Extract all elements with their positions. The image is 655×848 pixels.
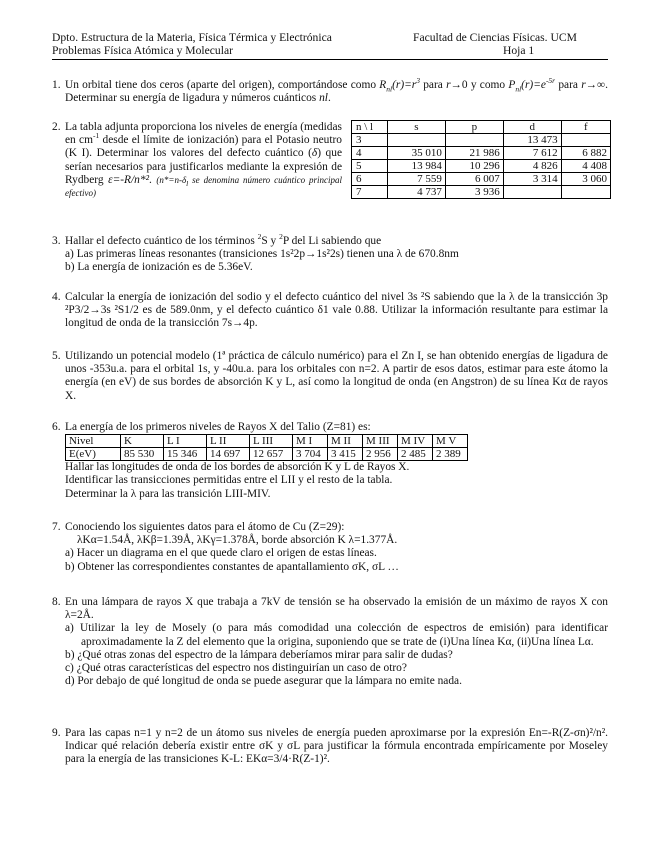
table-cell: 21 986 xyxy=(445,147,503,160)
table-cell xyxy=(561,186,610,199)
table-header-cell: M I xyxy=(293,435,328,448)
question-subtext xyxy=(65,461,608,501)
question-text: Utilizando un potencial modelo (1ª práctica de cálculo numérico) para el Zn I, se han obtenido energías de ligadura de unos -353u.a. para el orbital 1s, y -40u.a. para los orbitales con n=2. A partir de esos datos, estimar para este átomo la energía (en eV) de sus bordes de absorción K y L, así como la longitud de onda (en Angstron) de su línea Kα de rayos X. xyxy=(65,350,608,402)
table-header-cell: M V xyxy=(433,435,468,448)
subitem-a: a) Utilizar la ley de Mosely (o para más comodidad una colección de espectros de emisión) para identificar aproximadamente la Z del elemento que la origina, suponiendo que se trate de (i)Una línea Kα, (ii)Una línea Lα. xyxy=(65,622,608,648)
table-cell xyxy=(388,134,446,147)
table-header-cell: L III xyxy=(250,435,293,448)
table-cell: 3 415 xyxy=(328,448,363,461)
subitem-a: a) Hacer un diagrama en el que quede claro el origen de estas líneas. xyxy=(65,547,377,560)
subitem-a: a) Las primeras líneas resonantes (transiciones 1s²2p→1s²2s) tienen una λ de 670.8nm xyxy=(65,248,459,261)
table-cell: 3 314 xyxy=(503,173,561,186)
table-row xyxy=(352,186,611,199)
table-cell: 10 296 xyxy=(445,160,503,173)
table-header-row xyxy=(352,121,611,134)
subitem-c: c) ¿Qué otras características del espectro nos distinguirían un caso de otro? xyxy=(65,662,407,675)
table-cell: 13 473 xyxy=(503,134,561,147)
table-cell: 6 007 xyxy=(445,173,503,186)
table-cell: 3 xyxy=(352,134,388,147)
table-cell: 6 xyxy=(352,173,388,186)
table-header-cell: f xyxy=(561,121,610,134)
subitem-b: b) ¿Qué otras zonas del espectro de la lámpara deberíamos mirar para salir de dudas? xyxy=(65,648,453,661)
table-cell: 4 826 xyxy=(503,160,561,173)
question-4 xyxy=(52,291,608,331)
question-number: 8. xyxy=(52,596,61,608)
table-row xyxy=(352,160,611,173)
table-cell: 3 060 xyxy=(561,173,610,186)
table-cell: 4 408 xyxy=(561,160,610,173)
table-header-row xyxy=(66,435,468,448)
table-row xyxy=(352,173,611,186)
table-cell: E(eV) xyxy=(66,448,121,461)
question-number: 2. xyxy=(52,121,61,133)
question-7 xyxy=(52,521,608,574)
header-left xyxy=(52,31,332,57)
question-5 xyxy=(52,350,608,403)
table-cell: 13 984 xyxy=(388,160,446,173)
table-header-cell: L II xyxy=(207,435,250,448)
table-header-cell: M II xyxy=(328,435,363,448)
question-number: 6. xyxy=(52,421,61,433)
question-text: Conociendo los siguientes datos para el átomo de Cu (Z=29): λKα=1.54Å, λKβ=1.39Å, λKγ=1.378Å, borde absorción K λ=1.377Å. a) Hacer un diagrama en el que quede claro el origen de estas líneas. b) Obtener las correspondientes constantes de apantallamiento σK, σL … xyxy=(65,521,608,574)
thallium-xray-table xyxy=(65,434,468,461)
table-cell: 2 485 xyxy=(398,448,433,461)
question-text: Para las capas n=1 y n=2 de un átomo sus niveles de energía pueden aproximarse por la expresión En=-R(Z-σn)²/n². Indicar qué relación debería existir entre σK y σL para justificar la fórmula encontrada empíricamente por Moseley para la energía de las transiciones K-L: EKα=3/4·R(Z-1)². xyxy=(65,727,608,766)
subitem-d: d) Por debajo de qué longitud de onda se puede asegurar que la lámpara no emite nada. xyxy=(65,675,462,688)
table-cell: 3 704 xyxy=(293,448,328,461)
table-row xyxy=(352,134,611,147)
question-number: 4. xyxy=(52,291,61,303)
table-cell xyxy=(445,134,503,147)
question-number: 3. xyxy=(52,235,61,247)
line-2: Identificar las transicciones permitidas entre el LII y el resto de la tabla. xyxy=(65,474,393,487)
table-header-cell: n \ l xyxy=(352,121,388,134)
table-cell: 6 882 xyxy=(561,147,610,160)
copper-data: λKα=1.54Å, λKβ=1.39Å, λKγ=1.378Å, borde absorción K λ=1.377Å. xyxy=(77,534,398,547)
question-1 xyxy=(52,76,609,105)
note: ($n*=n-\delta_l$ se denomina número cuántico principal efectivo) xyxy=(65,174,342,199)
question-text: Hallar el defecto cuántico de los términos $^2$S y $^2$P del Li sabiendo que a) Las primeras líneas resonantes (transiciones 1s²2p→1s²2s) tienen una λ de 670.8nm b) La energía de ionización es de 5.36eV. xyxy=(65,235,608,275)
question-text: Calcular la energía de ionización del sodio y el defecto cuántico del nivel 3s ²S sabiendo que la λ de la transicción 3p ²P3/2→3s ²S1/2 es de 589.0nm, y el defecto cuántico δ1 vale 0.88. Utilizar la información resultante para estimar la longitud de onda de la transicción 7s→4p. xyxy=(65,291,608,330)
question-text: En una lámpara de rayos X que trabaja a 7kV de tensión se ha observado la emisión de un máximo de rayos X con λ=2Å. a) Utilizar la ley de Mosely (o para más comodidad una colección de espectros de emisión) para identificar aproximadamente la Z del elemento que la origina, suponiendo que se trate de (i)Una línea Kα, (ii)Una línea Lα. b) ¿Qué otras zonas del espectro de la lámpara deberíamos mirar para salir de dudas? c) ¿Qué otras características del espectro nos distinguirían un caso de otro? d) Por debajo de qué longitud de onda se puede asegurar que la lámpara no emite nada. xyxy=(65,596,608,688)
table-header-cell: d xyxy=(503,121,561,134)
table-cell: 5 xyxy=(352,160,388,173)
table-cell: 12 657 xyxy=(250,448,293,461)
line-1: Hallar las longitudes de onda de los bordes de absorción K y L de Rayos X. xyxy=(65,461,410,474)
question-6 xyxy=(52,421,608,501)
subitem-b: b) La energía de ionización es de 5.36eV. xyxy=(65,261,253,274)
table-header-cell: L I xyxy=(164,435,207,448)
table-cell xyxy=(561,134,610,147)
question-number: 7. xyxy=(52,521,61,533)
question-2 xyxy=(52,121,342,200)
table-header-cell: K xyxy=(121,435,164,448)
question-9 xyxy=(52,727,608,767)
table-header-cell: M IV xyxy=(398,435,433,448)
dept-name: Dpto. Estructura de la Materia, Física Térmica y Electrónica xyxy=(52,31,332,44)
table-header-cell: s xyxy=(388,121,446,134)
table-cell: 4 737 xyxy=(388,186,446,199)
question-text: Un orbital tiene dos ceros (aparte del origen), comportándose como $R_{nl}(r)=r^3$ para r→0 y como $P_{nl}(r)=e^{-5r}$ para r→∞. Determinar su energía de ligadura y números cuánticos nl. xyxy=(65,76,609,105)
header-right xyxy=(413,31,608,57)
question-number: 1. xyxy=(52,79,61,91)
table-cell: 2 956 xyxy=(363,448,398,461)
table-cell: 4 xyxy=(352,147,388,160)
table-cell: 3 936 xyxy=(445,186,503,199)
table-header-cell: Nivel xyxy=(66,435,121,448)
question-3 xyxy=(52,232,608,275)
subitem-b: b) Obtener las correspondientes constantes de apantallamiento σK, σL … xyxy=(65,560,399,573)
faculty-name: Facultad de Ciencias Físicas. UCM xyxy=(413,31,577,44)
sheet-number: Hoja 1 xyxy=(503,44,535,57)
table-cell: 14 697 xyxy=(207,448,250,461)
course-name: Problemas Física Atómica y Molecular xyxy=(52,44,233,57)
potassium-energy-table xyxy=(351,120,611,199)
question-text: La tabla adjunta proporciona los niveles de energía (medidas en $cm^{-1}$ desde el límite de ionización) para el Potasio neutro (K I). Determinar los valores del defecto cuántico (δ) que serían necesarios para justificarlos mediante la expresión de Rydberg ε=-R/n*². ($n*=n-\delta_l$ se denomina número cuántico principal efectivo) xyxy=(65,121,343,199)
table-row xyxy=(352,147,611,160)
table-header-cell: M III xyxy=(363,435,398,448)
question-number: 5. xyxy=(52,350,61,362)
question-number: 9. xyxy=(52,727,61,739)
table-row xyxy=(66,448,468,461)
table-cell: 7 559 xyxy=(388,173,446,186)
question-8 xyxy=(52,596,608,688)
table-cell: 2 389 xyxy=(433,448,468,461)
line-3: Determinar la λ para las transición LIII-MIV. xyxy=(65,487,271,500)
table-cell: 85 530 xyxy=(121,448,164,461)
table-cell: 7 xyxy=(352,186,388,199)
table-cell: 35 010 xyxy=(388,147,446,160)
question-text: La energía de los primeros niveles de Rayos X del Talio (Z=81) es: xyxy=(65,421,371,433)
table-header-cell: p xyxy=(445,121,503,134)
header-rule xyxy=(52,59,608,60)
table-cell: 15 346 xyxy=(164,448,207,461)
table-cell: 7 612 xyxy=(503,147,561,160)
table-cell xyxy=(503,186,561,199)
